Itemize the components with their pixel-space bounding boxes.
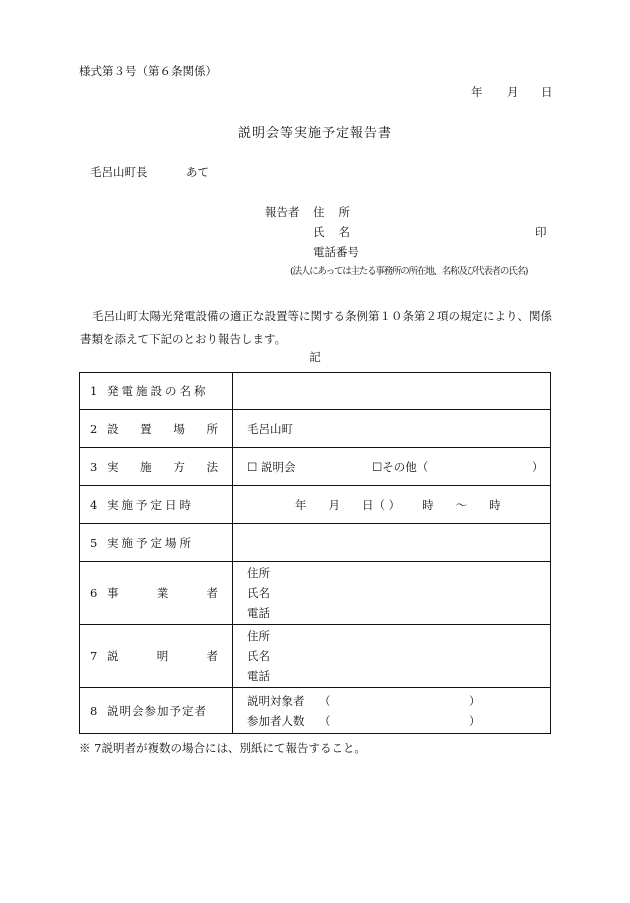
- reporter-label: 報告者: [265, 205, 300, 219]
- row-number: 4: [90, 497, 98, 512]
- report-table: [79, 372, 551, 734]
- reporter-name-label: 氏名: [313, 225, 364, 239]
- participants-field[interactable]: 説明対象者 （ ） 参加者人数 （ ）: [233, 688, 551, 734]
- row-label: 実施予定日時: [107, 497, 194, 512]
- row-label-cell: [80, 688, 233, 734]
- presenter-field[interactable]: [233, 625, 551, 688]
- row-number: 6: [90, 586, 98, 600]
- row-label: 説 明 者: [107, 649, 218, 663]
- presenter-phone-label: 電話: [247, 669, 270, 683]
- row-label: 説明会参加予定者: [107, 703, 207, 718]
- operator-field[interactable]: [233, 562, 551, 625]
- table-row: [80, 373, 551, 410]
- row-number: 7: [90, 649, 98, 663]
- location-field[interactable]: 毛呂山町: [233, 410, 551, 448]
- reporter-phone-label: 電話番号: [313, 245, 359, 259]
- presenter-address-label: 住所: [247, 629, 270, 643]
- row-label-cell: [80, 373, 233, 410]
- reporter-address-label: 住所: [313, 205, 364, 219]
- addressee-name: 毛呂山町長: [90, 165, 148, 179]
- other-method-close: ）: [532, 459, 544, 474]
- operator-phone-label: 電話: [247, 606, 270, 620]
- row-number: 5: [90, 535, 98, 550]
- row-label-cell: [80, 448, 233, 486]
- row-label: 発電施設の名称: [107, 384, 209, 398]
- ki-label: 記: [309, 350, 321, 364]
- row-label-cell: [80, 524, 233, 562]
- row-number: 8: [90, 703, 98, 718]
- corporate-note: (法人にあっては主たる事務所の所在地、名称及び代表者の氏名): [290, 266, 528, 277]
- participant-count-label: 参加者人数: [247, 713, 305, 728]
- row-label: 実施予定場所: [107, 535, 194, 550]
- table-row: [80, 562, 551, 625]
- schedule-field[interactable]: 年 月 日（ ） 時 ～ 時: [233, 486, 551, 524]
- row-label-cell: [80, 486, 233, 524]
- body-text: 毛呂山町太陽光発電設備の適正な設置等に関する条例第１０条第２項の規定により、関係書類を添えて下記のとおり報告します。: [80, 309, 552, 346]
- target-audience-label: 説明対象者: [247, 693, 305, 708]
- row-label-cell: [80, 562, 233, 625]
- other-method-checkbox[interactable]: ☐その他（: [372, 459, 429, 474]
- venue-field[interactable]: [233, 524, 551, 562]
- table-row: [80, 486, 551, 524]
- date-month: 月: [507, 85, 519, 99]
- table-row: [80, 448, 551, 486]
- row-number: 2: [90, 421, 98, 436]
- row-label: 設 置 場 所: [107, 421, 218, 436]
- row-number: 3: [90, 459, 98, 474]
- table-row: [80, 410, 551, 448]
- table-row: [80, 524, 551, 562]
- date-day: 日: [541, 85, 553, 99]
- table-row: [80, 688, 551, 734]
- addressee-suffix: あて: [186, 165, 209, 179]
- seal-label: 印: [535, 225, 547, 239]
- method-cell: [233, 448, 551, 486]
- operator-address-label: 住所: [247, 566, 270, 580]
- facility-name-field[interactable]: [233, 373, 551, 410]
- row-label-cell: [80, 625, 233, 688]
- table-row: [80, 625, 551, 688]
- form-number: 様式第３号（第６条関係）: [79, 64, 217, 78]
- row-number: 1: [90, 384, 98, 398]
- footnote: ※ 7説明者が複数の場合には、別紙にて報告すること。: [79, 741, 366, 755]
- operator-name-label: 氏名: [247, 586, 270, 600]
- presenter-name-label: 氏名: [247, 649, 270, 663]
- row-label: 事 業 者: [107, 586, 218, 600]
- briefing-checkbox[interactable]: ☐ 説明会: [247, 459, 296, 474]
- row-label-cell: [80, 410, 233, 448]
- row-label: 実 施 方 法: [107, 459, 218, 474]
- date-year: 年: [471, 85, 483, 99]
- document-title: 説明会等実施予定報告書: [237, 126, 392, 141]
